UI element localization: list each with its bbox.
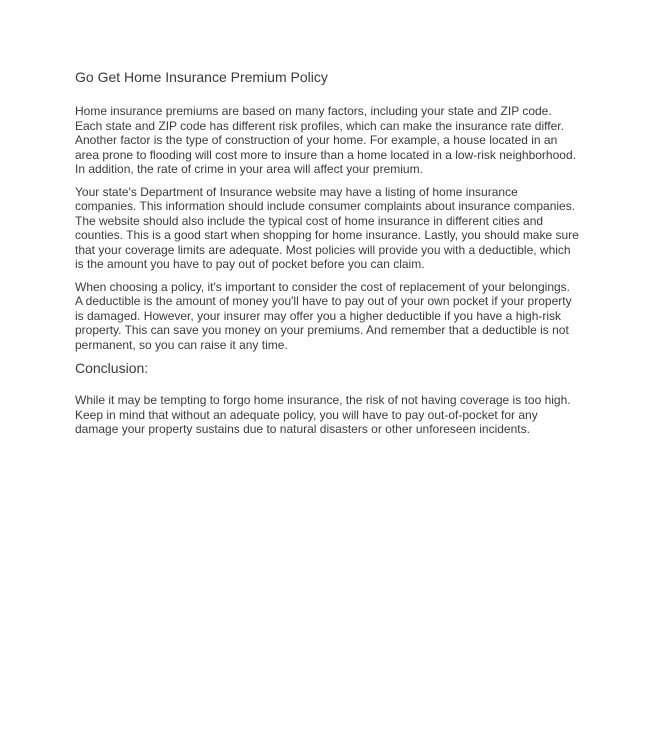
paragraph-choosing-a-policy: When choosing a policy, it's important to consider the cost of replacement of your belongings. A deductible is the amount of money you'll have to pay out of your own pocket if your property is damaged. However, your insurer may offer you a higher deductible if you have a high-risk property. This can save you money on your premiums. And remember that a deductible is not permanent, so you can raise it any time. — [75, 279, 572, 352]
paragraph-premium-factors: Home insurance premiums are based on many factors, including your state and ZIP code. Each state and ZIP code has different risk profiles, which can make the insurance rate differ. Another factor is the type of construction of your home. For example, a house located in an area prone to flooding will cost more to insure than a home located in a low-risk neighborhood. In addition, the rate of crime in your area will affect your premium. — [75, 104, 576, 176]
conclusion-heading: Conclusion: — [75, 360, 149, 376]
document-title: Go Get Home Insurance Premium Policy — [75, 69, 328, 85]
conclusion-paragraph: While it may be tempting to forgo home insurance, the risk of not having coverage is too high. Keep in mind that without an adequate policy, you will have to pay out-of-pocket for any damage your property sustains due to natural disasters or other unforeseen incidents. — [75, 393, 571, 436]
paragraph-department-of-insurance: Your state's Department of Insurance website may have a listing of home insurance companies. This information should include consumer complaints about insurance companies. The website should also include the typical cost of home insurance in different cities and counties. This is a good start when shopping for home insurance. Lastly, you should make sure that your coverage limits are adequate. Most policies will provide you with a deductible, which is the amount you have to pay out of pocket before you can claim. — [75, 184, 579, 271]
